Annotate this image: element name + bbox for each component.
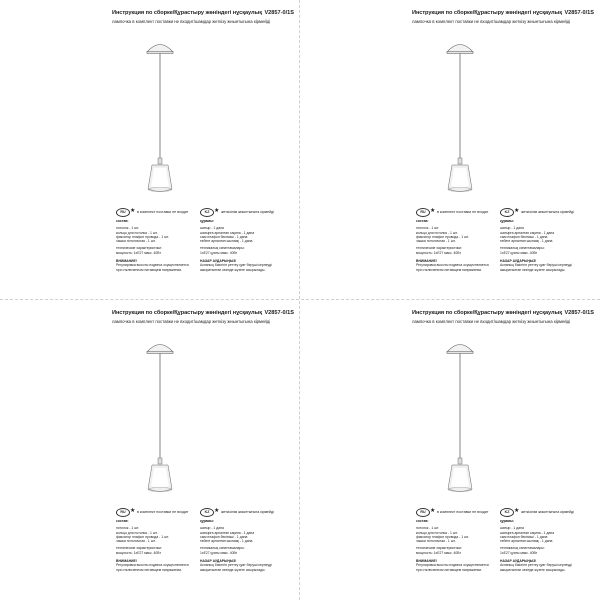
kz-specs-title: техникалық сипаттамалары:: [500, 546, 545, 551]
sheet-title: Инструкция по сборке/Құрастыру жөніндегі нұсқаулық: [112, 10, 263, 16]
kz-column: [500, 208, 596, 272]
ru-warning-title: ВНИМАНИЕ!: [416, 259, 437, 264]
ru-item: фиксатор плафон провода - 1 шт.: [416, 534, 469, 539]
ru-warning-line: Регулировка высоты подвеса осуществляется: [116, 563, 189, 568]
lang-badge-ru: RU: [416, 508, 430, 517]
kz-warning-line: Аспаның биіктігін реттеу қуат беруші кернеуді: [500, 563, 572, 568]
lang-badge-ru: RU: [116, 208, 130, 217]
ru-item: потолок - 1 шт.: [116, 226, 140, 231]
ru-item: потолок - 1 шт.: [116, 526, 140, 531]
kz-column: [200, 208, 296, 272]
star-icon: ★: [430, 508, 436, 514]
kz-contents-title: құрамы:: [500, 519, 515, 523]
kz-item: шатырға арналған сақина - 1 дана: [200, 230, 255, 235]
lang-badge-kz: KZ: [200, 208, 214, 217]
kz-item: сым плафон бекіткіші - 1 дана: [200, 534, 248, 539]
ru-specs: мощность: 1хE27 макс. 40Вт: [116, 550, 162, 555]
model-number: V2857-0/1S: [564, 310, 594, 316]
lang-badge-ru: RU: [116, 508, 130, 517]
ru-contents-list: [416, 526, 504, 543]
ru-column: [116, 508, 204, 572]
kz-warning-line: Аспаның биіктігін реттеу қуат беруші кернеуді: [200, 263, 272, 268]
kz-warning-title: НАЗАР АУДАРЫҢЫЗ!: [200, 559, 237, 564]
star-icon: ★: [514, 508, 520, 514]
ru-specs: мощность: 1хE27 макс. 40Вт: [116, 250, 162, 255]
ru-item: кольцо для потолка - 1 шт.: [116, 530, 158, 535]
kz-item: шатыр - 1 дана: [500, 526, 524, 531]
kz-warning-title: НАЗАР АУДАРЫҢЫЗ!: [200, 259, 237, 264]
kz-specs: 1хE27 қуаты макс. 40Вт: [200, 250, 238, 255]
kz-contents-list: [500, 226, 596, 243]
kz-contents-title: құрамы:: [200, 519, 215, 523]
ru-item: чашка потолочная - 1 шт.: [416, 239, 456, 244]
kz-item: төбеге арналған шынаяқ - 1 дана: [500, 539, 553, 544]
sheet-subtitle: лампочка в комплект поставки не входит/шамдар жеткізу жиынтығына кірмейді: [412, 319, 571, 324]
sheet-subtitle: лампочка в комплект поставки не входит/шамдар жеткізу жиынтығына кірмейді: [112, 19, 271, 24]
kz-item: шатыр - 1 дана: [200, 226, 224, 231]
ru-warning-title: ВНИМАНИЕ!: [116, 559, 137, 564]
lang-badge-ru: RU: [416, 208, 430, 217]
kz-warning-line: Аспаның биіктігін реттеу қуат беруші кернеуді: [500, 263, 572, 268]
kz-contents-list: [200, 526, 296, 543]
kz-specs-title: техникалық сипаттамалары:: [200, 546, 245, 551]
ru-column: [116, 208, 204, 272]
lang-badge-kz: KZ: [500, 208, 514, 217]
ru-warning-line: при отключенном питающем напряжении.: [116, 567, 183, 572]
kz-item: шатырға арналған сақина - 1 дана: [500, 530, 555, 535]
ru-warning-line: при отключенном питающем напряжении.: [416, 267, 483, 272]
lang-badge-kz: KZ: [200, 508, 214, 517]
kz-warning-line: Аспаның биіктігін реттеу қуат беруші кернеуді: [200, 563, 272, 568]
ru-item: кольцо для потолка - 1 шт.: [416, 530, 458, 535]
ru-contents-title: состав:: [116, 219, 129, 223]
kz-contents-title: құрамы:: [500, 219, 515, 223]
ru-contents-title: состав:: [416, 519, 429, 523]
kz-specs-title: техникалық сипаттамалары:: [500, 246, 545, 251]
kz-bulb-note: жеткізілім жиынтығына кірмейді: [221, 209, 274, 214]
sheet-header: [112, 10, 296, 24]
pendant-lamp-illustration: [130, 330, 190, 495]
ru-bulb-note: в комплект поставки не входит: [137, 509, 189, 514]
kz-item: шатырға арналған сақина - 1 дана: [200, 530, 255, 535]
kz-bulb-note: жеткізілім жиынтығына кірмейді: [221, 509, 274, 514]
ru-warning-line: Регулировка высоты подвеса осуществляется: [416, 563, 489, 568]
kz-specs: 1хE27 қуаты макс. 40Вт: [500, 250, 538, 255]
ru-bulb-note: в комплект поставки не входит: [137, 209, 189, 214]
kz-specs: 1хE27 қуаты макс. 40Вт: [500, 550, 538, 555]
sheet-title: Инструкция по сборке/Құрастыру жөніндегі нұсқаулық: [412, 10, 563, 16]
ru-contents-list: [116, 526, 204, 543]
star-icon: ★: [514, 208, 520, 214]
star-icon: ★: [430, 208, 436, 214]
kz-contents-title: құрамы:: [200, 219, 215, 223]
ru-specs-title: технические характеристики:: [116, 246, 162, 251]
kz-warning-line: ажыратылған кезінде жүзеге асырылады.: [200, 267, 266, 272]
ru-specs: мощность: 1хE27 макс. 40Вт: [416, 550, 462, 555]
pendant-lamp-illustration: [430, 330, 490, 495]
ru-warning-title: ВНИМАНИЕ!: [416, 559, 437, 564]
ru-contents-list: [416, 226, 504, 243]
ru-item: потолок - 1 шт.: [416, 226, 440, 231]
star-icon: ★: [214, 208, 220, 214]
kz-item: шатыр - 1 дана: [500, 226, 524, 231]
ru-specs-title: технические характеристики:: [416, 546, 462, 551]
sheet-header: [412, 310, 596, 324]
ru-item: чашка потолочная - 1 шт.: [116, 539, 156, 544]
kz-bulb-note: жеткізілім жиынтығына кірмейді: [521, 509, 574, 514]
kz-warning-title: НАЗАР АУДАРЫҢЫЗ!: [500, 559, 537, 564]
kz-specs: 1хE27 қуаты макс. 40Вт: [200, 550, 238, 555]
lang-badge-kz: KZ: [500, 508, 514, 517]
ru-item: кольцо для потолка - 1 шт.: [116, 230, 158, 235]
ru-column: [416, 508, 504, 572]
kz-specs-title: техникалық сипаттамалары:: [200, 246, 245, 251]
pendant-lamp-illustration: [130, 30, 190, 195]
ru-warning-line: Регулировка высоты подвеса осуществляется: [416, 263, 489, 268]
star-icon: ★: [214, 508, 220, 514]
ru-item: фиксатор плафон провода - 1 шт.: [416, 234, 469, 239]
ru-column: [416, 208, 504, 272]
kz-bulb-note: жеткізілім жиынтығына кірмейді: [521, 209, 574, 214]
ru-warning-line: Регулировка высоты подвеса осуществляется: [116, 263, 189, 268]
kz-item: сым плафон бекіткіші - 1 дана: [500, 534, 548, 539]
ru-specs-title: технические характеристики:: [116, 546, 162, 551]
model-number: V2857-0/1S: [564, 10, 594, 16]
instruction-sheet-top-right: [300, 0, 600, 300]
ru-item: фиксатор плафон провода - 1 шт.: [116, 534, 169, 539]
kz-item: төбеге арналған шынаяқ - 1 дана: [500, 239, 553, 244]
instruction-sheet-bottom-left: [0, 300, 300, 600]
ru-contents-list: [116, 226, 204, 243]
model-number: V2857-0/1S: [264, 310, 294, 316]
kz-item: шатырға арналған сақина - 1 дана: [500, 230, 555, 235]
ru-item: чашка потолочная - 1 шт.: [116, 239, 156, 244]
kz-warning-line: ажыратылған кезінде жүзеге асырылады.: [500, 567, 566, 572]
star-icon: ★: [130, 508, 136, 514]
sheet-header: [112, 310, 296, 324]
model-number: V2857-0/1S: [264, 10, 294, 16]
sheet-subtitle: лампочка в комплект поставки не входит/шамдар жеткізу жиынтығына кірмейді: [412, 19, 571, 24]
ru-specs-title: технические характеристики:: [416, 246, 462, 251]
kz-item: сым плафон бекіткіші - 1 дана: [200, 234, 248, 239]
kz-warning-line: ажыратылған кезінде жүзеге асырылады.: [500, 267, 566, 272]
star-icon: ★: [130, 208, 136, 214]
sheet-title: Инструкция по сборке/Құрастыру жөніндегі нұсқаулық: [412, 310, 563, 316]
kz-column: [200, 508, 296, 572]
kz-contents-list: [200, 226, 296, 243]
sheet-subtitle: лампочка в комплект поставки не входит/шамдар жеткізу жиынтығына кірмейді: [112, 319, 271, 324]
pendant-lamp-illustration: [430, 30, 490, 195]
kz-item: төбеге арналған шынаяқ - 1 дана: [200, 239, 253, 244]
ru-warning-line: при отключенном питающем напряжении.: [116, 267, 183, 272]
kz-warning-line: ажыратылған кезінде жүзеге асырылады.: [200, 567, 266, 572]
ru-bulb-note: в комплект поставки не входит: [437, 509, 489, 514]
sheet-title: Инструкция по сборке/Құрастыру жөніндегі нұсқаулық: [112, 310, 263, 316]
ru-contents-title: состав:: [116, 519, 129, 523]
ru-item: чашка потолочная - 1 шт.: [416, 539, 456, 544]
instruction-sheet-bottom-right: [300, 300, 600, 600]
kz-warning-title: НАЗАР АУДАРЫҢЫЗ!: [500, 259, 537, 264]
instruction-sheet-top-left: [0, 0, 300, 300]
ru-warning-title: ВНИМАНИЕ!: [116, 259, 137, 264]
kz-column: [500, 508, 596, 572]
ru-item: кольцо для потолка - 1 шт.: [416, 230, 458, 235]
kz-item: сым плафон бекіткіші - 1 дана: [500, 234, 548, 239]
ru-item: фиксатор плафон провода - 1 шт.: [116, 234, 169, 239]
kz-item: шатыр - 1 дана: [200, 526, 224, 531]
ru-contents-title: состав:: [416, 219, 429, 223]
sheet-header: [412, 10, 596, 24]
ru-specs: мощность: 1хE27 макс. 40Вт: [416, 250, 462, 255]
kz-item: төбеге арналған шынаяқ - 1 дана: [200, 539, 253, 544]
ru-bulb-note: в комплект поставки не входит: [437, 209, 489, 214]
ru-item: потолок - 1 шт.: [416, 526, 440, 531]
ru-warning-line: при отключенном питающем напряжении.: [416, 567, 483, 572]
kz-contents-list: [500, 526, 596, 543]
